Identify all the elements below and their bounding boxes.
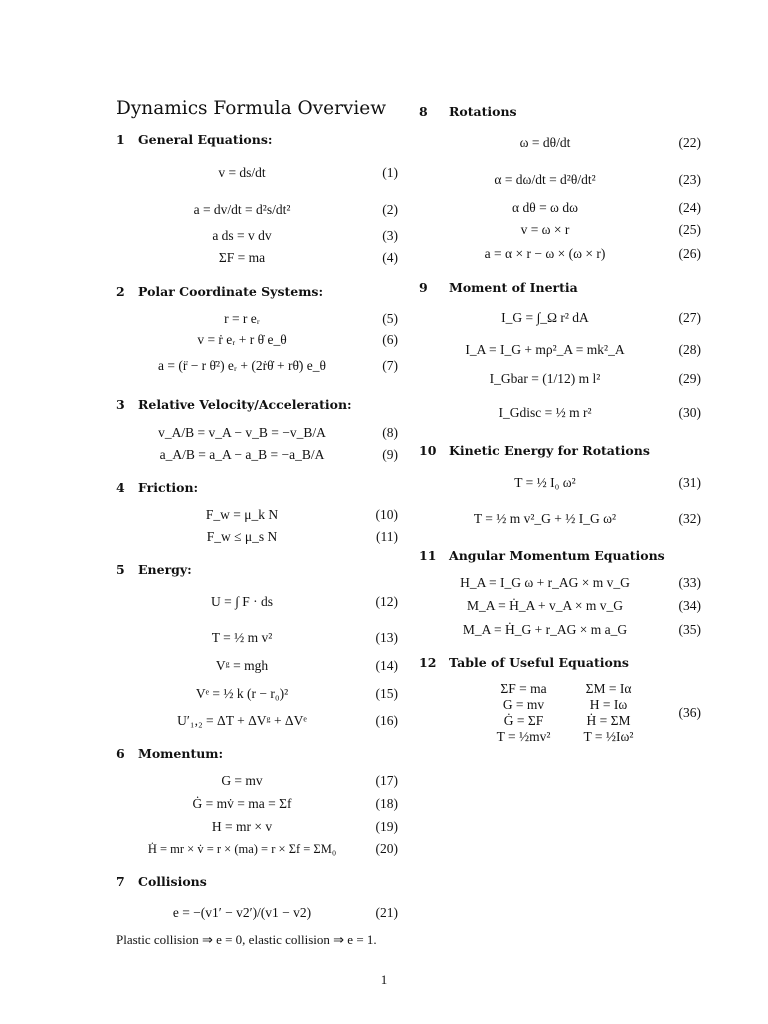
- table-row: Ġ = ΣF Ḣ = ΣM: [503, 713, 631, 728]
- equation-body: α dθ = ω dω: [512, 200, 578, 215]
- equation-number: (4): [382, 250, 398, 265]
- equation-number: (30): [678, 405, 701, 420]
- document-title: Dynamics Formula Overview: [116, 98, 387, 119]
- equation-body: I_A = I_G + mρ²_A = mk²_A: [465, 342, 625, 357]
- equation-body: Vᵍ = mgh: [215, 658, 269, 673]
- section-heading: 9 Moment of Inertia: [419, 280, 578, 295]
- equation: [419, 369, 701, 389]
- table-row: ΣF = ma ΣM = Iα: [500, 681, 632, 696]
- page-number: 1: [380, 972, 388, 987]
- section-heading: 3 Relative Velocity/Acceleration:: [116, 397, 352, 412]
- equation: [116, 817, 398, 837]
- equation-body: α = dω/dt = d²θ/dt²: [494, 172, 596, 187]
- equation-number: (20): [375, 841, 398, 856]
- equation-body: v = ω × r: [520, 222, 570, 237]
- equation: [419, 473, 701, 493]
- equation-number: (15): [375, 686, 398, 701]
- equation-body: ω = dθ/dt: [519, 135, 571, 150]
- equation-number: (31): [678, 475, 701, 490]
- equation-body: T = ½ m v²: [211, 630, 273, 645]
- equation-number: (21): [375, 905, 398, 920]
- equation-body: e = −(v1′ − v2′)/(v1 − v2): [172, 905, 312, 920]
- equation: [419, 308, 701, 328]
- equation: [419, 620, 701, 640]
- section-heading: 10 Kinetic Energy for Rotations: [419, 443, 650, 458]
- equation-body: r = r eᵣ: [224, 311, 260, 326]
- equation-number: (3): [382, 228, 398, 243]
- section-heading: 1 General Equations:: [116, 132, 273, 147]
- equation-number: (17): [375, 773, 398, 788]
- table-row: T = ½mv² T = ½Iω²: [496, 729, 634, 744]
- equation: [419, 220, 701, 240]
- equation: [116, 794, 398, 814]
- equation: [116, 200, 398, 220]
- equation-body: ΣF = ma: [218, 250, 266, 265]
- section-heading: 6 Momentum:: [116, 746, 224, 761]
- equation: [116, 592, 398, 612]
- equation-number: (7): [382, 358, 398, 373]
- equation: [116, 309, 398, 329]
- equation-number: (9): [382, 447, 398, 462]
- equation-number: (1): [382, 165, 398, 180]
- equation-number: (24): [678, 200, 701, 215]
- equation-number: (34): [678, 598, 701, 613]
- equation-body: Ḣ = mr × v̇ = r × (ma) = r × Σf = ΣM₀: [147, 842, 337, 856]
- equation-body: a = α × r − ω × (ω × r): [484, 246, 606, 261]
- equation: [116, 527, 398, 547]
- equation-body: T = ½ I₀ ω²: [514, 475, 576, 490]
- collision-note: Plastic collision ⇒ e = 0, elastic collision ⇒ e = 1.: [116, 932, 377, 947]
- equation-number: (25): [678, 222, 701, 237]
- equation: [116, 684, 398, 704]
- equation-body: a = dv/dt = d²s/dt²: [193, 202, 291, 217]
- equation-body: G = mv: [221, 773, 263, 788]
- equation-body: M_A = Ḣ_A + v_A × m v_G: [467, 598, 623, 613]
- section-heading: 2 Polar Coordinate Systems:: [116, 284, 324, 299]
- equation: [116, 628, 398, 648]
- table-grid: [481, 681, 651, 745]
- equation-body: a = (r̈ − r θ̇²) eᵣ + (2ṙθ̇ + rθ̈) e_θ: [157, 358, 327, 373]
- equation-number: (22): [678, 135, 701, 150]
- equation: [419, 509, 701, 529]
- equation: [419, 133, 701, 153]
- equation-number: (16): [375, 713, 398, 728]
- equation-body: I_Gdisc = ½ m r²: [498, 405, 592, 420]
- equation-body: H = mr × v: [211, 819, 273, 834]
- equation: [116, 356, 398, 376]
- equation: [419, 403, 701, 423]
- equation-body: M_A = Ḣ_G + r_AG × m a_G: [462, 622, 628, 637]
- equation-body: Vᵉ = ½ k (r − r₀)²: [195, 686, 289, 701]
- equation-body: I_Gbar = (1/12) m l²: [489, 371, 601, 386]
- equation: [116, 505, 398, 525]
- equation-body: a ds = v dv: [212, 228, 272, 243]
- equation: [116, 330, 398, 350]
- equation: [419, 244, 701, 264]
- equation-body: T = ½ m v²_G + ½ I_G ω²: [473, 511, 617, 526]
- equation-number: (8): [382, 425, 398, 440]
- equation-number: (29): [678, 371, 701, 386]
- equation: [116, 226, 398, 246]
- equation: [419, 340, 701, 360]
- section-heading: 4 Friction:: [116, 480, 199, 495]
- section-heading: 11 Angular Momentum Equations: [419, 548, 665, 563]
- equation-body: a_A/B = a_A − a_B = −a_B/A: [159, 447, 325, 462]
- equation-body: I_G = ∫_Ω r² dA: [501, 310, 589, 325]
- equation: [419, 573, 701, 593]
- equation-body: v_A/B = v_A − v_B = −v_B/A: [158, 425, 326, 440]
- equation-number: (11): [376, 529, 398, 544]
- equation-number: (12): [375, 594, 398, 609]
- equation-body: v = ṙ eᵣ + r θ̇ e_θ: [197, 332, 287, 347]
- section-heading: 5 Energy:: [116, 562, 192, 577]
- equation: [116, 771, 398, 791]
- equation-number: (28): [678, 342, 701, 357]
- equation: [419, 596, 701, 616]
- equation: [116, 423, 398, 443]
- equation-number: (6): [382, 332, 398, 347]
- equation-number: (10): [375, 507, 398, 522]
- equation: [116, 248, 398, 268]
- equation-number: (18): [375, 796, 398, 811]
- equation: [419, 170, 701, 190]
- equation: [419, 198, 701, 218]
- equation-number: (32): [678, 511, 701, 526]
- equation: [116, 163, 398, 183]
- equation-number: (2): [382, 202, 398, 217]
- equation: [116, 839, 398, 859]
- equation-body: v = ds/dt: [218, 165, 266, 180]
- section-heading: 8 Rotations: [419, 104, 517, 119]
- equation-number: (23): [678, 172, 701, 187]
- equation: [116, 656, 398, 676]
- table-row: G = mv H = Iω: [502, 697, 628, 712]
- equation: [116, 903, 398, 923]
- equation-number: (35): [678, 622, 701, 637]
- equation-number: (27): [678, 310, 701, 325]
- section-heading: 7 Collisions: [116, 874, 207, 889]
- equation-number: (13): [375, 630, 398, 645]
- section-heading: 12 Table of Useful Equations: [419, 655, 629, 670]
- equation-body: F_w ≤ μ_s N: [206, 529, 278, 544]
- equation-number: (19): [375, 819, 398, 834]
- equation-body: Ġ = mv̇ = ma = Σf: [192, 796, 292, 811]
- equation-number: (5): [382, 311, 398, 326]
- equation-number: (14): [375, 658, 398, 673]
- equation-body: U = ∫ F · ds: [211, 594, 273, 609]
- equation-number: (33): [678, 575, 701, 590]
- equation: [116, 445, 398, 465]
- equation-body: F_w = μ_k N: [205, 507, 279, 522]
- equation: [116, 711, 398, 731]
- equation-number: (36): [678, 705, 701, 720]
- equation-body: U′₁,₂ = ΔT + ΔVᵍ + ΔVᵉ: [177, 713, 307, 728]
- equation-number: (26): [678, 246, 701, 261]
- equation-body: H_A = I_G ω + r_AG × m v_G: [460, 575, 630, 590]
